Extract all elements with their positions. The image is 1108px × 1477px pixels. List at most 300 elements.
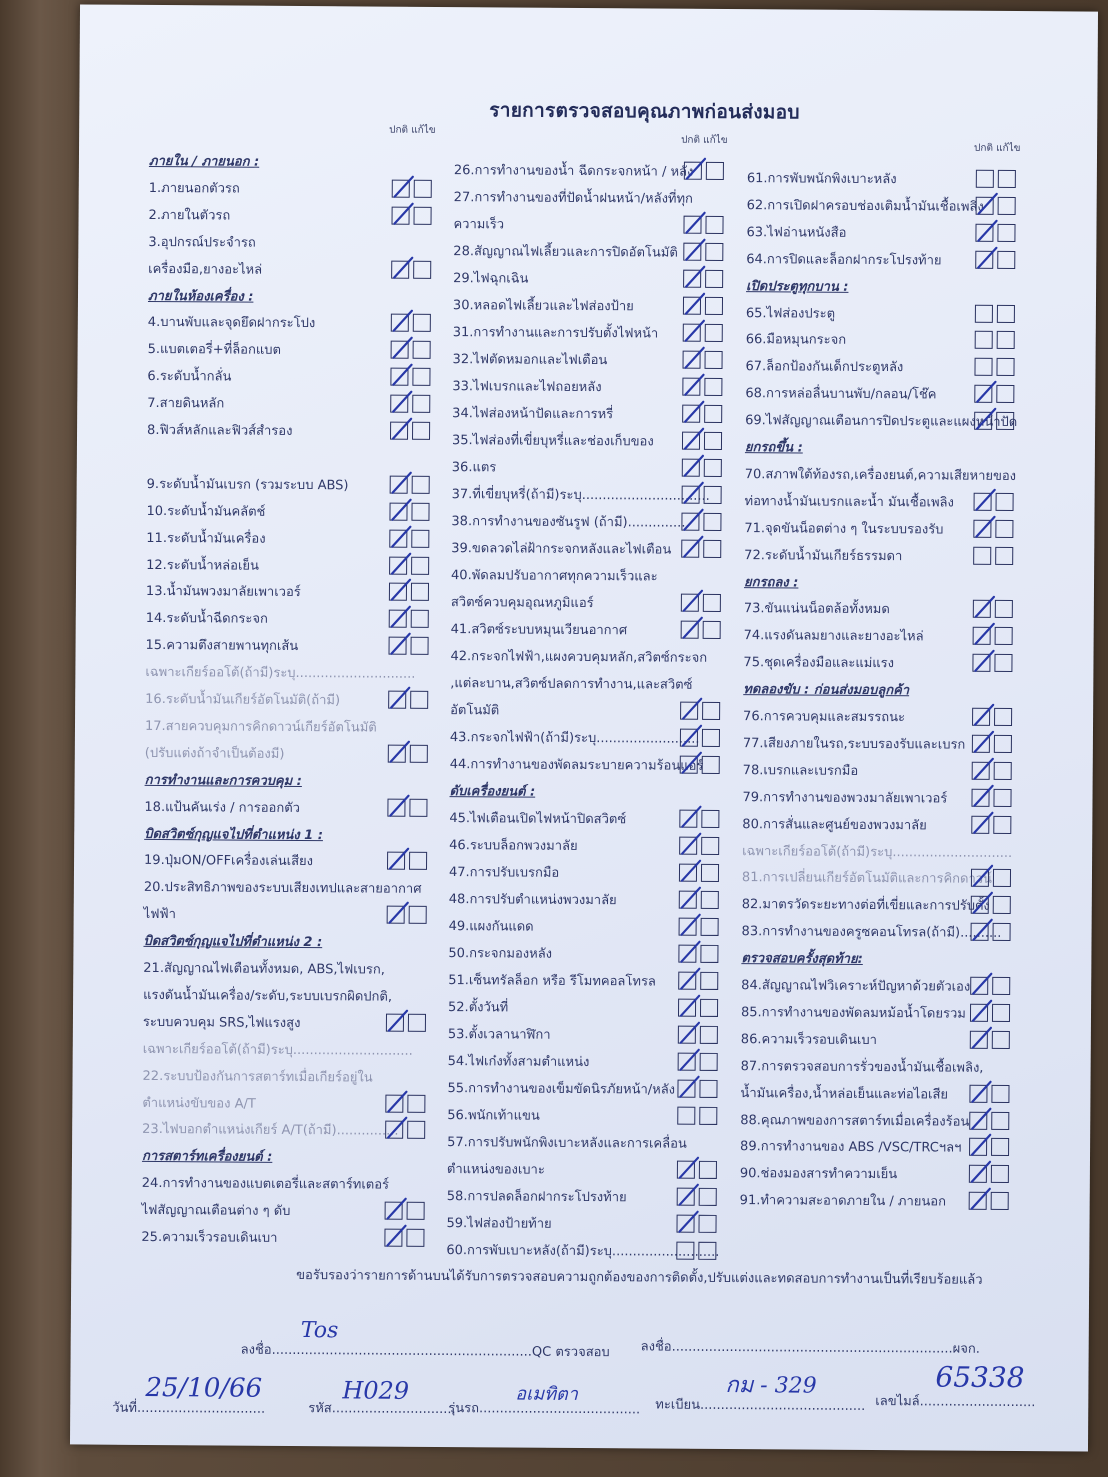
checklist-item-label: 65.ไฟส่องประตู [745,305,836,322]
checkbox-fix[interactable] [701,810,719,828]
code-line[interactable]: .............................. [331,1401,456,1418]
checklist-item-label: 61.การพับพนักพิงเบาะหลัง [746,171,897,188]
model-handwriting: อเมทิตา [515,1383,578,1405]
checkbox-normal[interactable] [677,1107,695,1125]
check-mark-icon [392,336,414,360]
checkbox-fix[interactable] [705,297,723,315]
checklist-item-label: 49.แผงกันแดด [448,919,534,935]
checklist-item-label: 88.คุณภาพของการสตาร์ทเมื่อเครื่องร้อน [740,1112,970,1130]
checkbox-fix[interactable] [991,1192,1009,1210]
check-mark-icon [974,622,996,646]
checklist-item-label: 43.กระจกไฟฟ้า(ถ้ามี)ระบุ......................... [449,730,700,747]
checkbox-fix[interactable] [407,1202,425,1220]
check-mark-icon [975,407,997,431]
checklist-item-label: 37.ที่เขี่ยบุหรี่(ถ้ามี)ระบุ............................... [451,487,710,504]
checkbox-fix[interactable] [994,735,1012,753]
checkbox-fix[interactable] [410,745,428,763]
check-mark-icon [390,578,412,602]
checklist-item-label: 78.เบรกและเบรกมือ [742,762,859,779]
checklist-item-label: ความเร็ว [453,217,505,233]
check-mark-icon [680,859,702,883]
checklist-item-label: 22.ระบบป้องกันการสตาร์ทเมื่อเกียร์อยู่ใน [142,1068,373,1086]
check-mark-icon [390,551,412,575]
checkbox-fix[interactable] [414,207,432,225]
checklist-item-label: 28.สัญญาณไฟเลี้ยวและการปิดอัตโนมัติ [453,244,678,261]
checkbox-fix[interactable] [996,358,1014,376]
mileage-label: เลขไมล์ [875,1394,920,1410]
checkbox-normal[interactable] [973,546,991,564]
checklist-item-label: 9.ระดับน้ำมันเบรก (รวมระบบ ABS) [146,476,349,494]
plate-line[interactable]: ........................................ [699,1397,866,1414]
checkbox-fix[interactable] [408,1014,426,1032]
check-mark-icon [390,497,412,521]
checkbox-normal[interactable] [975,331,993,349]
check-mark-icon [974,514,996,538]
checkbox-fix[interactable] [993,815,1011,833]
checkbox-fix[interactable] [413,260,431,278]
checkbox-fix[interactable] [699,1080,717,1098]
checkbox-fix[interactable] [995,520,1013,538]
checklist-item-label: 46.ระบบล็อกพวงมาลัย [449,838,578,854]
checkbox-fix[interactable] [995,546,1013,564]
check-mark-icon [977,192,999,216]
checklist-item-label: 38.การทำงานของซันรูฟ (ถ้ามี)............... [451,514,690,531]
checkbox-fix[interactable] [992,977,1010,995]
section-heading: ทดลองขับ : ก่อนส่งมอบลูกค้า [743,682,910,699]
checkbox-fix[interactable] [411,529,429,547]
check-mark-icon [683,373,705,397]
check-mark-icon [389,739,411,763]
check-mark-icon [386,1089,408,1113]
checkbox-fix[interactable] [701,864,719,882]
check-mark-icon [683,400,705,424]
signature-qc-line[interactable]: ...............................................................QC ตรวจสอบ [271,1342,610,1361]
section-heading: ดับเครื่องยนต์ : [449,784,536,800]
checkbox-normal[interactable] [974,358,992,376]
checkbox-fix[interactable] [993,923,1011,941]
check-mark-icon [970,1079,992,1103]
check-mark-icon [680,832,702,856]
checklist-item-label: 33.ไฟเบรกและไฟถอยหลัง [452,379,602,396]
checklist-item-label: ,แต่ละบาน,สวิตซ์ปลดการทำงาน,และสวิตซ์ [450,676,693,693]
check-mark-icon [684,346,706,370]
checklist-item-label: น้ำมันเครื่อง,น้ำหล่อเย็นและท่อไอเสีย [740,1085,949,1103]
check-mark-icon [684,238,706,262]
checkbox-fix[interactable] [997,304,1015,322]
checkbox-fix[interactable] [995,600,1013,618]
checkbox-fix[interactable] [992,1004,1010,1022]
checkbox-fix[interactable] [705,324,723,342]
section-heading: ตรวจสอบครั้งสุดท้าย: [741,951,863,968]
check-mark-icon [684,211,706,235]
checkbox-fix[interactable] [412,395,430,413]
checklist-item-label: 36.แตร [451,460,497,476]
checkbox-fix[interactable] [995,627,1013,645]
checklist-item-label: 83.การทำงานของครูซคอนโทรล(ถ้ามี).......... [741,924,1002,942]
checkbox-fix[interactable] [704,432,722,450]
checklist-item-label: 24.การทำงานของแบตเตอรี่และสตาร์ทเตอร์ [141,1176,390,1193]
checklist-item-label: 69.ไฟสัญญาณเตือนการปิดประตูและแผงหน้าปัด [745,413,1018,431]
check-mark-icon [972,810,994,834]
checklist-item-label: 86.ความเร็วรอบเดินเบา [740,1031,877,1048]
column-header-2: ปกติ แก้ไข [681,134,728,146]
checkbox-fix[interactable] [993,789,1011,807]
checklist-item-label: 62.การเปิดฝาครอบช่องเติมน้ำมันเชื้อเพลิง [746,198,984,215]
checkbox-fix[interactable] [698,1215,716,1233]
checkbox-fix[interactable] [702,756,720,774]
check-mark-icon [679,1021,701,1045]
check-mark-icon [972,864,994,888]
check-mark-icon [391,417,413,441]
checkbox-fix[interactable] [409,906,427,924]
checklist-item-label: 63.ไฟอ่านหนังสือ [746,224,847,241]
checkbox-fix[interactable] [992,1031,1010,1049]
checkbox-fix[interactable] [701,918,719,936]
date-label: วันที่ [112,1400,138,1416]
checklist-item-label: 59.ไฟส่องป้ายท้าย [446,1216,552,1232]
checklist-item-label: 41.สวิตซ์ระบบหมุนเวียนอากาศ [450,622,628,639]
check-mark-icon [388,901,410,925]
checklist-item-label: 27.การทำงานของที่ปัดน้ำฝนหน้า/หลังที่ทุก [453,190,694,207]
checkbox-normal[interactable] [976,170,994,188]
check-mark-icon [976,245,998,269]
check-mark-icon [388,793,410,817]
check-mark-icon [974,595,996,619]
checkbox-normal[interactable] [975,304,993,322]
mileage-handwriting: 65338 [935,1360,1025,1395]
checkbox-fix[interactable] [699,1188,717,1206]
check-mark-icon [678,1183,700,1207]
checklist-item-label: 79.การทำงานของพวงมาลัยเพาเวอร์ [742,789,948,807]
check-mark-icon [970,1133,992,1157]
checkbox-fix[interactable] [412,422,430,440]
checklist-item-label: 15.ความตึงสายพานทุกเส้น [145,638,299,655]
checkbox-fix[interactable] [701,891,719,909]
checkbox-fix[interactable] [413,314,431,332]
check-mark-icon [679,940,701,964]
checkbox-fix[interactable] [996,493,1014,511]
checkbox-fix[interactable] [991,1165,1009,1183]
checkbox-fix[interactable] [997,224,1015,242]
check-mark-icon [679,967,701,991]
checklist-item-label: ไฟสัญญาณเตือนต่าง ๆ ดับ [141,1203,291,1220]
checkbox-fix[interactable] [699,1161,717,1179]
check-mark-icon [681,697,703,721]
check-mark-icon [392,309,414,333]
checklist-item-label: 53.ตั้งเวลานาฬิกา [447,1027,551,1043]
checklist-item-label: 7.สายดินหลัก [147,396,225,412]
check-mark-icon [385,1224,407,1248]
checklist-item-label: 84.สัญญาณไฟวิเคราะห์ปัญหาด้วยตัวเอง [741,978,971,995]
checklist-item-label: 52.ตั้งวันที่ [447,1000,509,1016]
checkbox-fix[interactable] [703,621,721,639]
checklist-item-label: 32.ไฟตัดหมอกและไฟเตือน [452,352,608,369]
checkbox-normal[interactable] [676,1242,694,1260]
checkbox-fix[interactable] [700,1026,718,1044]
checkbox-fix[interactable] [407,1121,425,1139]
check-mark-icon [387,1008,409,1032]
check-mark-icon [975,488,997,512]
checkbox-fix[interactable] [991,1084,1009,1102]
check-mark-icon [972,783,994,807]
checkbox-fix[interactable] [993,869,1011,887]
checkbox-fix[interactable] [700,945,718,963]
check-mark-icon [682,589,704,613]
signature-qc-handwriting: Tos [300,1318,339,1344]
checklist-item-label: 16.ระดับน้ำมันเกียร์อัตโนมัติ(ถ้ามี) [145,691,341,709]
checklist-item-label: 89.การทำงานของ ABS /VSC/TRCฯลฯ [740,1139,962,1157]
check-mark-icon [392,255,414,279]
check-mark-icon [683,481,705,505]
checklist-item-label: 73.ขันแน่นน็อตล้อทั้งหมด [743,601,890,618]
checkbox-fix[interactable] [996,412,1014,430]
checklist-item-label: 48.การปรับตำแหน่งพวงมาลัย [448,892,617,909]
check-mark-icon [972,918,994,942]
checklist-item-label: 29.ไฟฉุกเฉิน [453,271,529,287]
check-mark-icon [386,1116,408,1140]
checkbox-fix[interactable] [997,331,1015,349]
code-handwriting: H029 [342,1376,410,1405]
check-mark-icon [683,454,705,478]
check-mark-icon [682,535,704,559]
check-mark-icon [970,1106,992,1130]
check-mark-icon [389,632,411,656]
checklist-item-label: 21.สัญญาณไฟเตือนทั้งหมด, ABS,ไฟเบรก, [143,960,385,978]
checklist-item-label: เครื่องมือ,ยางอะไหล่ [148,261,263,278]
section-heading: การสตาร์ทเครื่องยนต์ : [141,1149,273,1166]
checkbox-fix[interactable] [413,341,431,359]
checkbox-fix[interactable] [411,583,429,601]
checkbox-fix[interactable] [704,405,722,423]
checklist-item-label: 14.ระดับน้ำฉีดกระจก [145,611,268,628]
checklist-item-label: 3.อุปกรณ์ประจำรถ [148,234,256,251]
checkbox-fix[interactable] [698,1242,716,1260]
checkbox-fix[interactable] [409,798,427,816]
checklist-item-label: 44.การทำงานของพัดลมระบายความร้อนแอร์ [449,757,704,774]
checklist-item-label: 13.น้ำมันพวงมาลัยเพาเวอร์ [145,584,301,601]
date-handwriting: 25/10/66 [145,1372,263,1404]
checkbox-fix[interactable] [700,972,718,990]
checklist-item-label: 80.การสั่นและศูนย์ของพวงมาลัย [742,816,927,833]
checklist-item-label: เฉพาะเกียร์ออโต้(ถ้ามี)ระบุ............................. [145,665,416,682]
checklist-item-label: 54.ไฟเก๋งทั้งสามตำแหน่ง [447,1054,590,1071]
column-header-1: ปกติ แก้ไข [389,124,436,136]
checkbox-fix[interactable] [994,654,1012,672]
checklist-item-label: แรงดันน้ำมันเครื่อง/ระดับ,ระบบเบรกผิดปกติ, [143,987,393,1005]
checklist-item-label: 50.กระจกมองหลัง [448,946,553,962]
checklist-item-label: 71.จุดขันน็อตต่าง ๆ ในระบบรองรับ [744,520,944,538]
check-mark-icon [970,1160,992,1184]
checklist-item-label: 66.มือหมุนกระจก [745,332,847,349]
checklist-item-label: 70.สภาพใต้ท้องรถ,เครื่องยนต์,ความเสียหายของ [744,467,1017,484]
check-mark-icon [680,913,702,937]
check-mark-icon [976,219,998,243]
checkbox-fix[interactable] [706,162,724,180]
check-mark-icon [970,1187,992,1211]
check-mark-icon [679,994,701,1018]
checkbox-fix[interactable] [411,637,429,655]
signature-manager-line[interactable]: ....................................................................ผจก. [671,1339,980,1357]
checklist-item-label: ไฟฟ้า [143,907,176,923]
check-mark-icon [975,380,997,404]
check-mark-icon [393,175,415,199]
check-mark-icon [973,757,995,781]
checklist-item-label: 8.ฟิวส์หลักและฟิวส์สำรอง [147,422,293,439]
column-header-3: ปกติ แก้ไข [974,142,1021,155]
checklist-item-label: 42.กระจกไฟฟ้า,แผงควบคุมหลัก,สวิตซ์กระจก [450,649,708,666]
checkbox-fix[interactable] [994,708,1012,726]
checkbox-fix[interactable] [412,476,430,494]
check-mark-icon [973,703,995,727]
checklist-item-label: 1.ภายนอกตัวรถ [148,180,240,197]
check-mark-icon [973,649,995,673]
checklist-item-label: (ปรับแต่งถ้าจำเป็นต้องมี) [144,745,285,762]
check-mark-icon [680,805,702,829]
plate-label: ทะเบียน [655,1397,701,1413]
checkbox-fix[interactable] [409,852,427,870]
checklist-item-label: 58.การปลดล็อกฝากระโปรงท้าย [446,1189,627,1206]
check-mark-icon [684,292,706,316]
signature-qc-label: ลงชื่อ [240,1342,272,1358]
signature-manager [641,1335,980,1358]
checkbox-fix[interactable] [700,1053,718,1071]
checkbox-fix[interactable] [703,540,721,558]
checkbox-fix[interactable] [702,729,720,747]
checklist-item-label: 39.ขดลวดไล่ฝ้ากระจกหลังและไฟเตือน [451,541,672,558]
checklist-item-label: 35.ไฟส่องที่เขี่ยบุหรี่และช่องเก็บของ [451,433,654,450]
check-mark-icon [972,891,994,915]
model-line[interactable]: ....................................... [478,1401,641,1418]
checklist-item-label: 47.การปรับเบรกมือ [448,865,560,881]
checklist-item-label: 25.ความเร็วรอบเดินเบา [141,1229,278,1246]
mileage-line[interactable]: ............................ [919,1394,1036,1411]
checklist-item-label: 68.การหล่อลื่นบานพับ/กลอน/โช๊ค [745,386,937,403]
model-label: รุ่นรถ [448,1401,480,1417]
checkbox-fix[interactable] [991,1111,1009,1129]
checkbox-fix[interactable] [705,243,723,261]
checklist-item-label: 64.การปิดและล็อกฝากระโปรงท้าย [746,251,942,269]
checklist-item-label: 67.ล็อกป้องกันเด็กประตูหลัง [745,359,904,376]
section-heading: เปิดประตูทุกบาน : [746,278,849,295]
checklist-item-label: 77.เสียงภายในรถ,ระบบรองรับและเบรก [742,736,966,753]
checkbox-fix[interactable] [411,556,429,574]
checklist-item-label: 12.ระดับน้ำหล่อเย็น [146,557,259,574]
page-title: รายการตรวจสอบคุณภาพก่อนส่งมอบ [489,99,800,124]
checkbox-fix[interactable] [704,486,722,504]
check-mark-icon [681,751,703,775]
checklist-item-label: 20.ประสิทธิภาพของระบบเสียงเทปและสายอากาศ [143,880,422,898]
date-line[interactable]: ............................... [136,1400,266,1417]
checkbox-fix[interactable] [411,610,429,628]
checkbox-fix[interactable] [998,170,1016,188]
check-mark-icon [681,724,703,748]
checkbox-fix[interactable] [410,691,428,709]
check-mark-icon [388,847,410,871]
checklist-item-label: 76.การควบคุมและสมรรถนะ [743,709,906,726]
checkbox-fix[interactable] [699,1107,717,1125]
checkbox-fix[interactable] [412,368,430,386]
check-mark-icon [386,1197,408,1221]
checklist-item-label: 74.แรงดันลมยางและยางอะไหล่ [743,628,924,645]
checkbox-fix[interactable] [703,513,721,531]
section-heading: ภายใน / ภายนอก : [148,153,260,170]
checklist-item-label: 91.ทำความสะอาดภายใน / ภายนอก [739,1193,947,1210]
checklist-item-label: 6.ระดับน้ำกลั่น [147,369,232,385]
section-heading: การทำงานและการควบคุม : [144,772,302,789]
checklist-item-label: 85.การทำงานของพัดลมหม้อน้ำโดยรวม [740,1004,966,1022]
checkbox-fix[interactable] [406,1229,424,1247]
checkbox-fix[interactable] [700,999,718,1017]
checklist-item-label: 23.ไฟบอกตำแหน่งเกียร์ A/T(ถ้ามี)............... [142,1122,399,1140]
checklist-item-label: สวิตซ์ควบคุมอุณหภูมิแอร์ [450,595,594,612]
section-heading: ยกรถลง : [743,574,799,590]
checklist-item-label: 31.การทำงานและการปรับตั้งไฟหน้า [452,325,659,342]
checklist-item-label: 90.ช่องมองสารทำความเย็น [739,1166,898,1183]
check-mark-icon [393,201,415,225]
check-mark-icon [682,616,704,640]
checklist-item-label: 55.การทำงานของเข็มขัดนิรภัยหน้า/หลัง [447,1081,676,1098]
check-mark-icon [390,524,412,548]
checkbox-fix[interactable] [996,385,1014,403]
checkbox-fix[interactable] [993,896,1011,914]
checklist-item-label: 11.ระดับน้ำมันเครื่อง [146,530,266,547]
checklist-item-label: 45.ไฟเตือนเปิดไฟหน้าปิดสวิตซ์ [449,811,627,828]
checkbox-fix[interactable] [703,594,721,612]
checkbox-fix[interactable] [705,216,723,234]
checkbox-fix[interactable] [702,702,720,720]
checkbox-fix[interactable] [991,1138,1009,1156]
check-mark-icon [971,1026,993,1050]
checklist-item-label: เฉพาะเกียร์ออโต้(ถ้ามี)ระบุ............................. [142,1041,413,1059]
checklist-item-label: 82.มาตรวัดระยะทางต่อที่เขี่ยและการปรับตั้ง [741,897,990,915]
checklist-item-label: 87.การตรวจสอบการรั่วของน้ำมันเชื้อเพลิง, [740,1058,984,1076]
checklist-item-label: 26.การทำงานของน้ำ ฉีดกระจกหน้า / หลัง [453,163,694,180]
signature-manager-label: ลงชื่อ [640,1339,672,1355]
checkbox-fix[interactable] [704,459,722,477]
checkbox-fix[interactable] [705,270,723,288]
check-mark-icon [971,999,993,1023]
checklist-item-label: 81.การเปลี่ยนเกียร์อัตโนมัติและการคิกดาวน์ [741,870,993,888]
check-mark-icon [677,1210,699,1234]
checkbox-fix[interactable] [998,197,1016,215]
section-heading: บิดสวิตซ์กุญแจไปที่ตำแหน่ง 2 : [143,934,323,951]
checklist-item-label: 40.พัดลมปรับอากาศทุกความเร็วและ [451,568,658,585]
checkbox-fix[interactable] [701,837,719,855]
plate-handwriting: กม - 329 [725,1373,817,1399]
checkbox-fix[interactable] [411,502,429,520]
checklist-item-label: 51.เซ็นทรัลล็อก หรือ รีโมทคอลโทรล [448,973,656,990]
checkbox-fix[interactable] [704,378,722,396]
checklist-item-label: 4.บานพับและจุดยึดฝากระโปง [147,315,316,332]
checkbox-fix[interactable] [994,762,1012,780]
check-mark-icon [391,470,413,494]
section-heading: บิดสวิตซ์กุญแจไปที่ตำแหน่ง 1 : [144,826,324,843]
check-mark-icon [391,390,413,414]
checkbox-fix[interactable] [407,1094,425,1112]
check-mark-icon [973,730,995,754]
code-label: รหัส [308,1401,332,1417]
checklist-item-label: 10.ระดับน้ำมันคลัตช์ [146,503,266,520]
check-mark-icon [679,1048,701,1072]
checkbox-fix[interactable] [414,180,432,198]
checklist-item-label: 75.ชุดเครื่องมือและแม่แรง [743,655,895,672]
checkbox-fix[interactable] [997,251,1015,269]
checkbox-fix[interactable] [705,351,723,369]
checklist-item-label: 72.ระดับน้ำมันเกียร์ธรรมดา [744,547,903,564]
checklist-item-label: 18.แป้นคันเร่ง / การออกตัว [144,799,301,816]
check-mark-icon [682,508,704,532]
checklist-item-label: 19.ปุ่มON/OFFเครื่องเล่นเสียง [144,853,314,870]
